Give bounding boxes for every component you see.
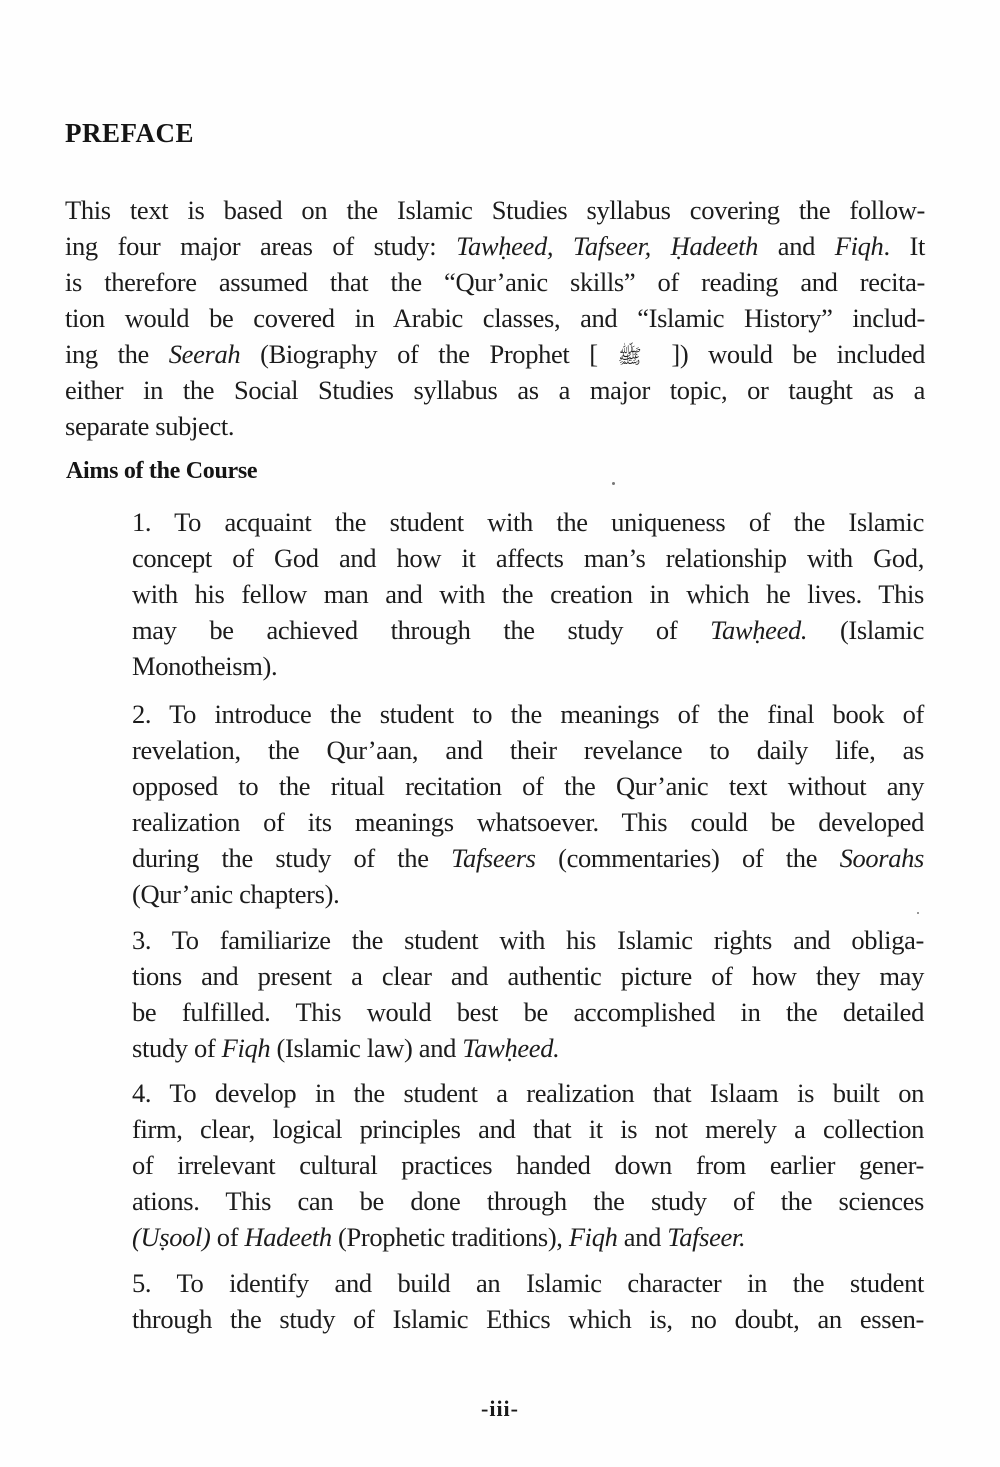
page-heading: PREFACE	[65, 118, 194, 148]
aim-item-3	[132, 922, 924, 1066]
text-line: 4. To develop in the student a realization that Islaam is built on	[132, 1078, 924, 1108]
italic-term: Fiqh	[221, 1033, 271, 1063]
text-line: 1. To acquaint the student with the uniqueness of the Islamic	[132, 507, 924, 537]
italic-term: Tafseers	[451, 843, 536, 873]
italic-term: Fiqh	[834, 231, 884, 261]
italic-term: Hadeeth	[244, 1222, 332, 1252]
italic-term: (Uṣool)	[132, 1222, 211, 1252]
scan-speck	[612, 482, 615, 485]
aim-item-5	[132, 1265, 924, 1337]
text-line: with his fellow man and with the creation in which he lives. This	[132, 579, 924, 609]
intro-paragraph	[65, 192, 925, 444]
italic-term: Tawḥeed.	[462, 1033, 560, 1063]
italic-term: Tawḥeed.	[710, 615, 808, 645]
text-line: 5. To identify and build an Islamic character in the student	[132, 1268, 924, 1298]
scan-speck	[917, 912, 919, 914]
text-line: Monotheism).	[132, 651, 278, 681]
text-line: This text is based on the Islamic Studies syllabus covering the follow-	[65, 195, 925, 225]
aim-item-1	[132, 504, 924, 684]
page-number: -iii-	[481, 1396, 519, 1421]
italic-term: Tawḥeed, Tafseer, Ḥadeeth	[456, 231, 758, 261]
text-line: tion would be covered in Arabic classes, and “Islamic History” includ-	[65, 303, 925, 333]
text-line: either in the Social Studies syllabus as a major topic, or taught as a	[65, 375, 925, 405]
aim-item-4	[132, 1075, 924, 1255]
text-line: (Qur’anic chapters).	[132, 879, 340, 909]
italic-term: Fiqh	[568, 1222, 618, 1252]
text-line: revelation, the Qur’aan, and their revelance to daily life, as	[132, 735, 924, 765]
italic-term: Tafseer.	[667, 1222, 746, 1252]
text-line: (Uṣool) of Hadeeth (Prophetic traditions), Fiqh and Tafseer.	[132, 1222, 746, 1252]
text-line: ing four major areas of study: Tawḥeed, Tafseer, Ḥadeeth and Fiqh. It	[65, 231, 925, 261]
aim-item-2	[132, 696, 924, 912]
text-line: tions and present a clear and authentic picture of how they may	[132, 961, 924, 991]
aims-heading: Aims of the Course	[66, 458, 258, 484]
text-line: during the study of the Tafseers (commentaries) of the Soorahs	[132, 843, 924, 873]
italic-term: Seerah	[168, 339, 241, 369]
text-line: of irrelevant cultural practices handed down from earlier gener-	[132, 1150, 924, 1180]
text-line: is therefore assumed that the “Qur’anic skills” of reading and recita-	[65, 267, 925, 297]
text-line: concept of God and how it affects man’s relationship with God,	[132, 543, 924, 573]
text-line: firm, clear, logical principles and that it is not merely a collection	[132, 1114, 924, 1144]
salutation-glyph-icon: ﷺ	[617, 345, 642, 368]
text-line: opposed to the ritual recitation of the Qur’anic text without any	[132, 771, 924, 801]
italic-term: Soorahs	[839, 843, 924, 873]
text-line: realization of its meanings whatsoever. This could be developed	[132, 807, 924, 837]
text-line: 2. To introduce the student to the meanings of the final book of	[132, 699, 924, 729]
text-line: through the study of Islamic Ethics which is, no doubt, an essen-	[132, 1304, 924, 1334]
text-line: separate subject.	[65, 411, 235, 441]
text-line: may be achieved through the study of Tawḥeed. (Islamic	[132, 615, 924, 645]
text-line: 3. To familiarize the student with his Islamic rights and obliga-	[132, 925, 924, 955]
text-line: study of Fiqh (Islamic law) and Tawḥeed.	[132, 1033, 560, 1063]
text-line: ing the Seerah (Biography of the Prophet [ ﷺ ]) would be included	[65, 336, 925, 372]
text-line: ations. This can be done through the study of the sciences	[132, 1186, 924, 1216]
text-line: be fulfilled. This would best be accomplished in the detailed	[132, 997, 924, 1027]
